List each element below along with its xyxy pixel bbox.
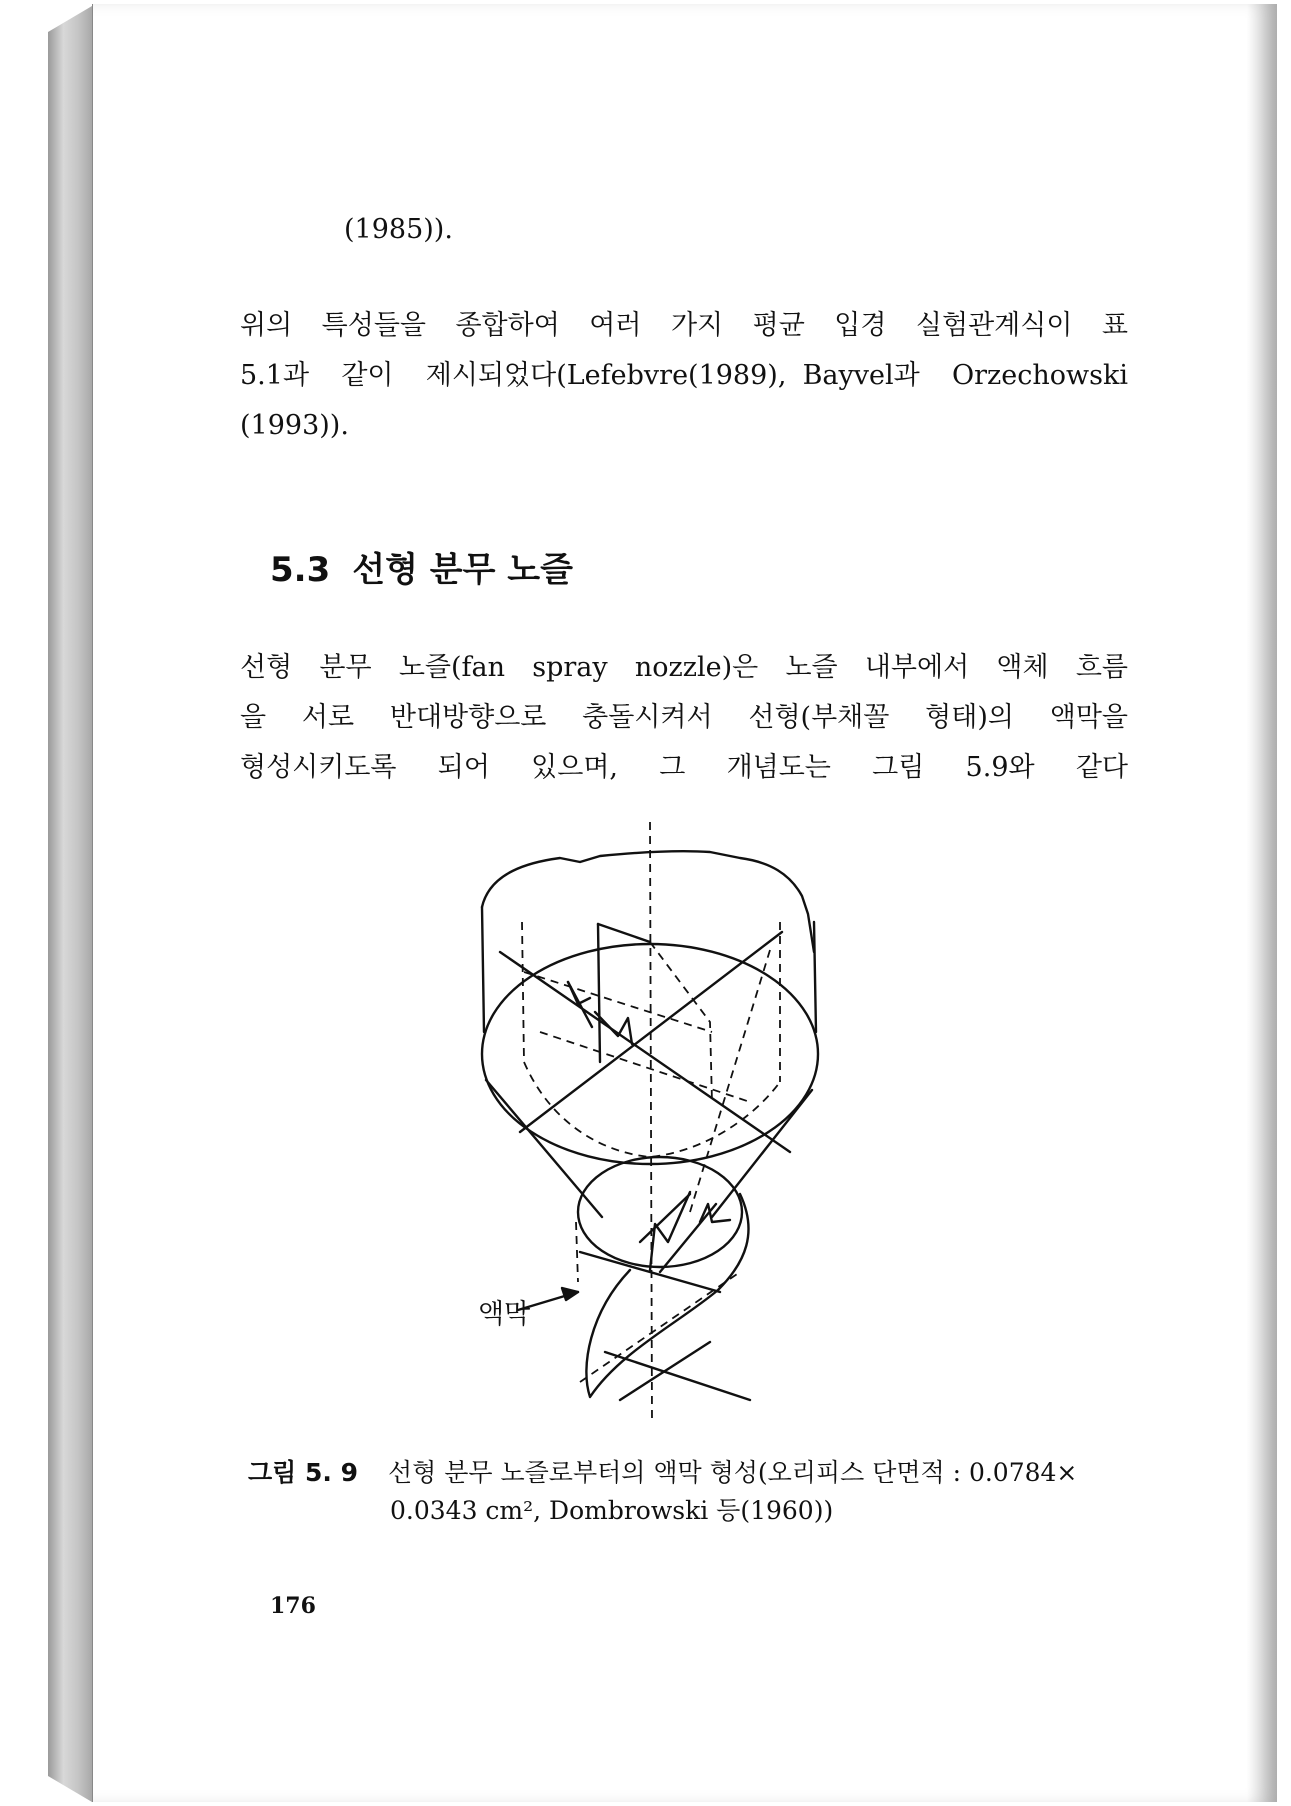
cone-left-side (486, 1080, 602, 1217)
paragraph-line: (1993)). (240, 410, 349, 441)
section-title: 선형 분무 노즐 (352, 550, 573, 590)
page-number: 176 (270, 1593, 316, 1619)
figure-caption-line (248, 1456, 1077, 1490)
impingement-line (598, 924, 650, 942)
impingement-line (640, 1194, 690, 1242)
cylinder-top-edge (482, 851, 814, 952)
section-number: 5.3 (270, 550, 331, 590)
axis-cross-line (580, 1252, 720, 1292)
hidden-line (524, 1062, 780, 1157)
figure-caption-text: 선형 분무 노즐로부터의 액막 형성(오리피스 단면적 : 0.0784× (388, 1458, 1078, 1487)
hidden-line (690, 950, 770, 1212)
continued-citation-line: (1985)). (344, 214, 453, 245)
figure-caption-label: 그림 5. 9 (248, 1458, 358, 1487)
axis-cross-line (500, 952, 790, 1152)
paragraph-line: 선형 분무 노즐(fan spray nozzle)은 노즐 내부에서 액체 흐름 (240, 652, 1128, 683)
liquid-film-sheet (586, 1194, 748, 1397)
paragraph-line: 5.1과 같이 제시되었다(Lefebvre(1989), Bayvel과 Orzechowski (240, 360, 1128, 391)
section-heading (270, 548, 573, 592)
paragraph-line: 위의 특성들을 종합하여 여러 가지 평균 입경 실험관계식이 표 (240, 310, 1128, 341)
axis-cross-line (605, 1352, 750, 1400)
fan-spray-nozzle-figure (450, 822, 910, 1442)
cylinder-left-wall (482, 907, 484, 1032)
paragraph-line: 을 서로 반대방향으로 충돌시켜서 선형(부채꼴 형태)의 액막을 (240, 702, 1128, 733)
hidden-line (522, 922, 524, 1062)
figure-caption-line: 0.0343 cm², Dombrowski 등(1960)) (390, 1496, 834, 1525)
hidden-line (576, 1222, 578, 1282)
impingement-line (598, 924, 600, 1062)
hidden-line (524, 972, 712, 1032)
book-spine (48, 6, 92, 1802)
film-label-arrowhead (562, 1288, 578, 1300)
liquid-film-label: 액막 (478, 1299, 531, 1330)
hidden-line (580, 1272, 740, 1382)
page-edge-shadow (1247, 4, 1277, 1802)
paragraph-line: 형성시키도록 되어 있으며, 그 개념도는 그림 5.9와 같다 (240, 752, 1128, 783)
cylinder-right-wall (814, 922, 816, 1032)
